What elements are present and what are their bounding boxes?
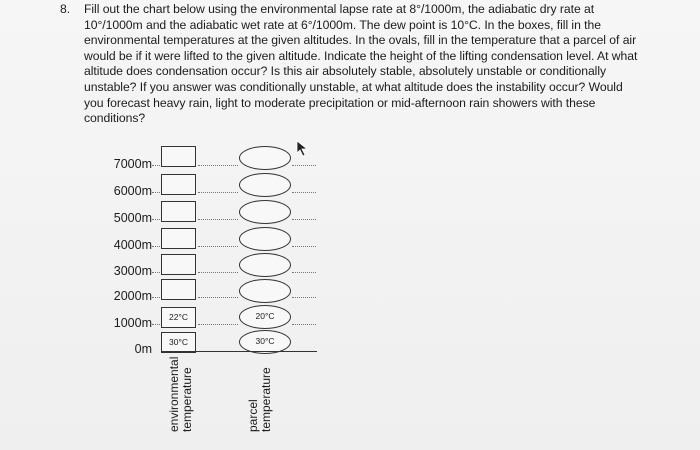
dotted-guide — [198, 192, 238, 193]
env-temp-box-7000[interactable] — [161, 146, 196, 167]
dotted-guide — [292, 324, 316, 325]
parcel-column-label — [246, 367, 273, 432]
dotted-guide — [198, 219, 238, 220]
dotted-guide — [152, 219, 160, 220]
env-temp-box-2000[interactable] — [161, 279, 196, 300]
dotted-guide — [198, 297, 238, 298]
dotted-guide — [198, 324, 238, 325]
parcel-column-label-text: parcel temperature — [246, 367, 273, 432]
dotted-guide — [152, 272, 160, 273]
dotted-guide — [292, 219, 316, 220]
dotted-guide — [198, 165, 238, 166]
altitude-label-5000: 5000m — [113, 211, 152, 225]
dotted-guide — [152, 192, 160, 193]
dotted-guide — [152, 297, 160, 298]
altitude-label-0: 0m — [134, 342, 152, 356]
env-column-label-text: environmental temperature — [167, 356, 194, 432]
env-column-label — [167, 356, 194, 432]
dotted-guide — [198, 272, 238, 273]
chart-baseline — [161, 351, 317, 352]
dotted-guide — [292, 297, 316, 298]
altitude-label-2000: 2000m — [113, 289, 152, 303]
altitude-label-3000: 3000m — [113, 264, 152, 278]
dotted-guide — [292, 246, 316, 247]
dotted-guide — [152, 246, 160, 247]
env-temp-box-0[interactable]: 30°C — [161, 332, 196, 353]
parcel-temp-oval-6000[interactable] — [239, 173, 291, 197]
altitude-label-4000: 4000m — [113, 238, 152, 252]
parcel-temp-oval-3000[interactable] — [239, 253, 291, 277]
altitude-label-7000: 7000m — [113, 157, 152, 171]
dotted-guide — [292, 192, 316, 193]
dotted-guide — [152, 324, 160, 325]
env-temp-box-6000[interactable] — [161, 174, 196, 195]
dotted-guide — [152, 165, 160, 166]
altitude-label-1000: 1000m — [113, 316, 152, 330]
env-temp-box-1000[interactable]: 22°C — [161, 307, 196, 328]
env-temp-box-4000[interactable] — [161, 228, 196, 249]
dotted-guide — [292, 165, 316, 166]
dotted-guide — [198, 246, 238, 247]
parcel-temp-oval-1000[interactable]: 20°C — [239, 305, 291, 329]
dotted-guide — [292, 272, 316, 273]
question-block — [60, 2, 643, 127]
parcel-temp-oval-4000[interactable] — [239, 227, 291, 251]
parcel-temp-oval-2000[interactable] — [239, 279, 291, 303]
env-temp-box-5000[interactable] — [161, 201, 196, 222]
parcel-temp-oval-7000[interactable] — [239, 146, 291, 170]
mouse-pointer-icon — [296, 140, 310, 158]
parcel-temp-oval-0[interactable]: 30°C — [239, 330, 291, 354]
question-text: Fill out the chart below using the environmental lapse rate at 8°/1000m, the adiabatic dry rate at 10°/1000m and the adiabatic wet rate at 6°/1000m. The dew point is 10°C. In the boxes, fill in the environmental temperatures at the given altitudes. In the ovals, fill in the temperature that a parcel of air would be if it were lifted to the given altitude. Indicate the height of the lifting condensation level. At what altitude does condensation occur? Is this air absolutely stable, absolutely unstable or conditionally unstable? If you answer was conditionally unstable, at what altitude does the instability occur? Would you forecast heavy rain, light to moderate precipitation or mid-afternoon rain showers with these conditions? — [84, 2, 638, 126]
env-temp-box-3000[interactable] — [161, 254, 196, 275]
question-number: 8. — [60, 2, 71, 16]
parcel-temp-oval-5000[interactable] — [239, 200, 291, 224]
altitude-label-6000: 6000m — [113, 184, 152, 198]
